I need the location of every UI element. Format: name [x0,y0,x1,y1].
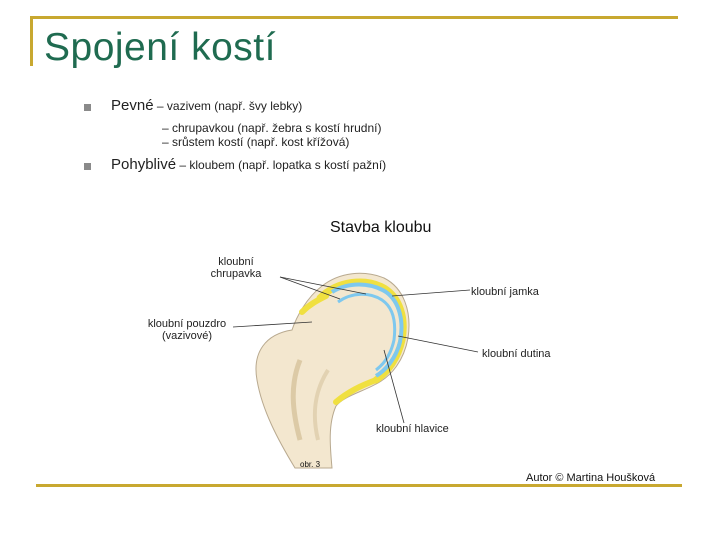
bullet-desc: – kloubem (např. lopatka s kostí pažní) [176,158,387,172]
label-capsule-line1: kloubní pouzdro [147,318,227,330]
leader-line [392,290,470,296]
bullet-term: Pevné [111,97,154,114]
label-cavity: kloubní dutina [482,348,551,360]
label-head: kloubní hlavice [376,423,449,435]
leader-line [398,336,478,352]
figure-number: obr. 3 [300,460,321,469]
label-socket: kloubní jamka [471,286,539,298]
label-capsule [140,318,234,342]
bullet-term: Pohyblivé [111,156,177,173]
bullet-desc: – vazivem (např. švy lebky) [153,99,303,113]
author-credit: Autor © Martina Houšková [526,472,656,484]
label-cartilage [196,256,276,280]
label-capsule-line2: (vazivové) [161,330,213,342]
slide-title: Spojení kostí [44,26,276,69]
label-cartilage-line1: kloubní [218,256,254,268]
label-cartilage-line2: chrupavka [210,268,262,280]
sub-line-synostosis: – srůstem kostí (např. kost křížová) [162,135,350,149]
diagram-title: Stavba kloubu [330,219,432,236]
sub-line-cartilage: – chrupavkou (např. žebra s kostí hrudní) [162,121,382,135]
